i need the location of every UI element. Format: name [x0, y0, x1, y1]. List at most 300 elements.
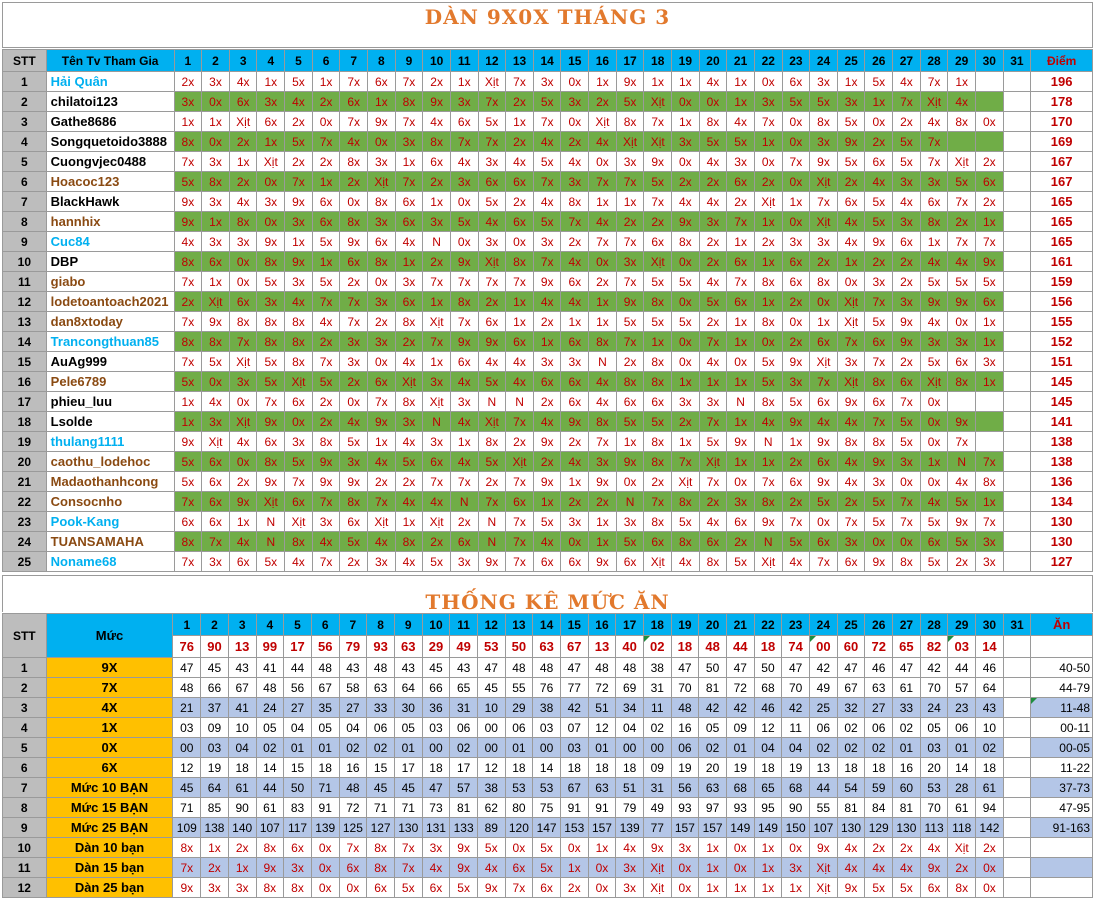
day-cell: 4x [837, 452, 865, 472]
day-cell: 4x [368, 452, 396, 472]
day-cell: 4x [948, 252, 976, 272]
level-cell: 61 [228, 778, 256, 798]
day-cell: 4x [285, 552, 313, 572]
day-cell: 2x [506, 192, 534, 212]
level-cell: 15 [367, 758, 395, 778]
level-cell [1003, 778, 1031, 798]
level-cell: 05 [394, 718, 422, 738]
day-cell [1003, 472, 1031, 492]
day-cell: 0x [340, 392, 368, 412]
level-cell: 43 [339, 658, 367, 678]
day-cell: 1x [948, 72, 976, 92]
day-cell [976, 92, 1004, 112]
member-score: 152 [1031, 332, 1093, 352]
day-cell: 8x [229, 312, 257, 332]
level-cell: 02 [699, 738, 727, 758]
day-cell: 5x [533, 92, 561, 112]
level-cell: 05 [311, 718, 339, 738]
level-cell: 65 [754, 778, 782, 798]
level-cell: 42 [699, 698, 727, 718]
day-cell: 5x [257, 372, 285, 392]
level-cell: 24 [256, 698, 284, 718]
day-cell: 1x [561, 312, 589, 332]
day-cell: Xịt [754, 552, 782, 572]
level-cell: 9x [477, 878, 505, 898]
member-score: 161 [1031, 252, 1093, 272]
header-day: 19 [671, 614, 699, 636]
day-cell: 4x [837, 412, 865, 432]
day-cell: 1x [395, 152, 423, 172]
day-cell: 0x [672, 252, 700, 272]
level-cell: 06 [505, 718, 533, 738]
day-cell: 7x [699, 412, 727, 432]
day-cell: 5x [340, 432, 368, 452]
daily-result: 76 [173, 636, 201, 658]
level-cell [1003, 718, 1031, 738]
level-cell: 91 [560, 798, 588, 818]
day-cell: 3x [202, 192, 230, 212]
day-cell: 7x [672, 452, 700, 472]
day-cell: 8x [644, 352, 672, 372]
level-cell: 48 [339, 778, 367, 798]
level-cell: 18 [228, 758, 256, 778]
member-score: 138 [1031, 432, 1093, 452]
level-cell: 47 [726, 658, 754, 678]
member-score: 170 [1031, 112, 1093, 132]
level-cell: 66 [422, 678, 450, 698]
day-cell: 6x [478, 172, 506, 192]
level-cell: 47 [560, 658, 588, 678]
member-row [3, 172, 1093, 192]
level-cell: 9x [450, 858, 478, 878]
day-cell: 2x [506, 432, 534, 452]
day-cell: 9x [533, 272, 561, 292]
day-cell: 4x [450, 152, 478, 172]
day-cell: 0x [202, 372, 230, 392]
day-cell: 8x [672, 532, 700, 552]
header-day: 6 [312, 50, 340, 72]
day-cell: 5x [174, 172, 202, 192]
day-cell: 7x [506, 412, 534, 432]
level-label: Mức 10 BẠN [46, 778, 173, 798]
daily-result: 18 [754, 636, 782, 658]
member-score: 169 [1031, 132, 1093, 152]
day-cell: 1x [312, 172, 340, 192]
level-cell: 81 [837, 798, 865, 818]
level-cell: 1x [699, 858, 727, 878]
day-cell: 1x [727, 232, 755, 252]
hit-range [1031, 858, 1093, 878]
level-cell: 02 [450, 738, 478, 758]
level-cell: 67 [311, 678, 339, 698]
day-cell: 3x [450, 92, 478, 112]
daily-result: 65 [893, 636, 921, 658]
day-cell: 0x [699, 92, 727, 112]
day-cell: 2x [423, 532, 451, 552]
header-day: 29 [948, 614, 976, 636]
level-cell: 62 [477, 798, 505, 818]
day-cell [1003, 292, 1031, 312]
day-cell: Xịt [423, 392, 451, 412]
day-cell: 4x [561, 452, 589, 472]
daily-result: 72 [865, 636, 893, 658]
level-cell: 45 [173, 778, 201, 798]
level-cell: 24 [920, 698, 948, 718]
day-cell: 2x [423, 172, 451, 192]
day-cell: 8x [423, 132, 451, 152]
day-cell: Xịt [229, 412, 257, 432]
day-cell: 8x [229, 212, 257, 232]
day-cell: 3x [893, 452, 921, 472]
level-cell: 9x [920, 858, 948, 878]
day-cell: 3x [976, 532, 1004, 552]
day-cell: 6x [533, 372, 561, 392]
level-cell: 0x [311, 838, 339, 858]
level-cell: 3x [228, 878, 256, 898]
day-cell: 0x [920, 472, 948, 492]
day-cell: 8x [340, 212, 368, 232]
level-cell: 00 [643, 738, 671, 758]
day-cell: 2x [837, 492, 865, 512]
level-cell: 70 [671, 678, 699, 698]
level-cell: 1x [782, 878, 810, 898]
member-row [3, 292, 1093, 312]
day-cell: 2x [699, 312, 727, 332]
header-day: 17 [616, 50, 644, 72]
day-cell: 8x [672, 492, 700, 512]
level-cell: 31 [643, 678, 671, 698]
level-cell: 8x [367, 858, 395, 878]
level-cell: 36 [422, 698, 450, 718]
level-cell: 31 [450, 698, 478, 718]
level-cell: 7x [505, 878, 533, 898]
day-cell: 6x [506, 172, 534, 192]
level-cell: 9x [173, 878, 201, 898]
day-cell: 6x [976, 292, 1004, 312]
day-cell: 8x [174, 532, 202, 552]
day-cell: Xịt [257, 152, 285, 172]
day-cell: 7x [865, 352, 893, 372]
header-day: 23 [782, 614, 810, 636]
day-cell: 7x [644, 492, 672, 512]
day-cell: 2x [893, 272, 921, 292]
day-cell: 9x [782, 412, 810, 432]
level-cell: 9x [809, 838, 837, 858]
day-cell: 2x [865, 252, 893, 272]
level-cell: 05 [256, 718, 284, 738]
day-cell: 4x [478, 352, 506, 372]
day-cell: 3x [340, 352, 368, 372]
level-cell: 13 [809, 758, 837, 778]
day-cell: 7x [423, 272, 451, 292]
day-cell: 6x [948, 352, 976, 372]
day-cell: 3x [395, 272, 423, 292]
header-day: 31 [1003, 50, 1031, 72]
level-cell: 1x [754, 878, 782, 898]
day-cell: Xịt [285, 372, 313, 392]
hit-range: 91-163 [1031, 818, 1093, 838]
day-cell: 1x [285, 232, 313, 252]
level-cell: 06 [367, 718, 395, 738]
day-cell: 5x [616, 312, 644, 332]
level-cell: 20 [699, 758, 727, 778]
day-cell [1003, 532, 1031, 552]
day-cell: 3x [533, 232, 561, 252]
member-score: 167 [1031, 152, 1093, 172]
day-cell: 3x [423, 372, 451, 392]
day-cell [1003, 152, 1031, 172]
day-cell: 6x [837, 192, 865, 212]
level-cell: 80 [505, 798, 533, 818]
level-cell: 02 [837, 718, 865, 738]
level-cell: 29 [505, 698, 533, 718]
level-cell: 130 [893, 818, 921, 838]
day-cell: 1x [506, 312, 534, 332]
level-cell: 63 [367, 678, 395, 698]
row-stt: 7 [3, 778, 47, 798]
day-cell: 1x [699, 372, 727, 392]
level-cell: 41 [228, 698, 256, 718]
daily-result: 02 [643, 636, 671, 658]
day-cell: N [478, 532, 506, 552]
day-cell: 3x [202, 152, 230, 172]
hit-range [1031, 838, 1093, 858]
day-cell [976, 132, 1004, 152]
row-stt: 10 [3, 252, 47, 272]
level-cell: 48 [173, 678, 201, 698]
day-cell: 0x [782, 212, 810, 232]
level-cell: Xịt [809, 878, 837, 898]
header-day: 9 [394, 614, 422, 636]
day-cell: 0x [368, 272, 396, 292]
day-cell: 1x [506, 112, 534, 132]
daily-result: 44 [726, 636, 754, 658]
day-cell: 9x [533, 432, 561, 452]
day-cell: 3x [368, 332, 396, 352]
level-cell: 4x [865, 858, 893, 878]
day-cell: 7x [506, 272, 534, 292]
day-cell: 0x [920, 432, 948, 452]
day-cell: 2x [589, 92, 617, 112]
level-cell: 75 [533, 798, 561, 818]
day-cell: 1x [672, 432, 700, 452]
day-cell: 7x [754, 472, 782, 492]
day-cell: 6x [976, 172, 1004, 192]
day-cell: 9x [450, 332, 478, 352]
level-row [3, 718, 1093, 738]
row-stt: 6 [3, 172, 47, 192]
day-cell: 1x [423, 352, 451, 372]
day-cell: 5x [672, 312, 700, 332]
day-cell: 1x [395, 512, 423, 532]
day-cell: 8x [948, 112, 976, 132]
daily-result: 53 [477, 636, 505, 658]
day-cell: 5x [340, 532, 368, 552]
day-cell: 6x [340, 252, 368, 272]
day-cell: 8x [257, 312, 285, 332]
day-cell: 2x [699, 492, 727, 512]
day-cell: 4x [340, 412, 368, 432]
day-cell: 1x [754, 452, 782, 472]
day-cell: 5x [865, 492, 893, 512]
day-cell: 9x [202, 312, 230, 332]
day-cell: 2x [561, 432, 589, 452]
day-cell [1003, 172, 1031, 192]
level-cell: 90 [228, 798, 256, 818]
day-cell: Xịt [644, 132, 672, 152]
day-cell: 8x [754, 272, 782, 292]
day-cell: N [423, 412, 451, 432]
level-cell: 53 [505, 778, 533, 798]
level-cell: 14 [256, 758, 284, 778]
day-cell: 5x [533, 512, 561, 532]
level-cell: 15 [284, 758, 312, 778]
level-cell: 47 [837, 658, 865, 678]
level-cell: 55 [809, 798, 837, 818]
level-cell [1003, 758, 1031, 778]
level-cell: 9x [837, 878, 865, 898]
row-stt: 1 [3, 658, 47, 678]
daily-result: 63 [533, 636, 561, 658]
hit-range: 00-05 [1031, 738, 1093, 758]
day-cell: 6x [727, 292, 755, 312]
day-cell: 2x [229, 172, 257, 192]
day-cell: 4x [920, 252, 948, 272]
day-cell: 8x [810, 272, 838, 292]
level-cell: 00 [422, 738, 450, 758]
day-cell: 8x [174, 332, 202, 352]
day-cell: 4x [174, 232, 202, 252]
day-cell: 2x [312, 392, 340, 412]
day-cell: 7x [506, 512, 534, 532]
day-cell: 4x [423, 112, 451, 132]
level-cell: 02 [893, 718, 921, 738]
level-cell [1003, 698, 1031, 718]
level-cell: 120 [505, 818, 533, 838]
level-cell: 4x [422, 858, 450, 878]
row-stt: 9 [3, 232, 47, 252]
level-cell: 4x [477, 858, 505, 878]
level-cell: 01 [505, 738, 533, 758]
day-cell: 1x [533, 332, 561, 352]
day-cell: 0x [893, 472, 921, 492]
day-cell: 0x [202, 132, 230, 152]
day-cell: 2x [533, 392, 561, 412]
day-cell: 0x [257, 172, 285, 192]
level-cell: 48 [311, 658, 339, 678]
day-cell: 5x [478, 452, 506, 472]
header-day: 17 [616, 614, 644, 636]
day-cell: 2x [976, 192, 1004, 212]
level-cell: 10 [477, 698, 505, 718]
level-cell: 38 [643, 658, 671, 678]
day-cell: 3x [533, 352, 561, 372]
day-cell: Xịt [672, 472, 700, 492]
level-cell: 91 [311, 798, 339, 818]
day-cell: 0x [672, 292, 700, 312]
day-cell: 3x [478, 232, 506, 252]
level-label: Mức 15 BẠN [46, 798, 173, 818]
level-cell: 06 [948, 718, 976, 738]
day-cell: 5x [782, 532, 810, 552]
level-cell: 70 [782, 678, 810, 698]
day-cell: 4x [589, 392, 617, 412]
day-cell: 3x [893, 292, 921, 312]
daily-result: 90 [201, 636, 229, 658]
header-day: 12 [478, 50, 506, 72]
level-cell: 06 [865, 718, 893, 738]
header-day: 28 [920, 50, 948, 72]
level-cell: 43 [394, 658, 422, 678]
day-cell: 3x [229, 372, 257, 392]
day-cell: 9x [893, 312, 921, 332]
day-cell: 0x [589, 152, 617, 172]
day-cell: 3x [976, 552, 1004, 572]
day-cell: 9x [948, 412, 976, 432]
day-cell: 2x [782, 332, 810, 352]
level-cell: 76 [533, 678, 561, 698]
day-cell: 0x [450, 232, 478, 252]
level-cell: 3x [422, 838, 450, 858]
day-cell: 7x [920, 132, 948, 152]
day-cell: 9x [340, 232, 368, 252]
day-cell: 2x [893, 112, 921, 132]
day-cell: 5x [312, 272, 340, 292]
day-cell [976, 392, 1004, 412]
level-cell: 139 [311, 818, 339, 838]
day-cell: 0x [229, 272, 257, 292]
day-cell: 1x [312, 72, 340, 92]
day-cell: 4x [229, 532, 257, 552]
level-cell: 71 [394, 798, 422, 818]
day-cell: 3x [423, 432, 451, 452]
row-stt: 5 [3, 738, 47, 758]
day-cell: 2x [893, 252, 921, 272]
level-row [3, 798, 1093, 818]
row-stt: 11 [3, 272, 47, 292]
day-cell: 9x [450, 252, 478, 272]
day-cell: 8x [395, 532, 423, 552]
day-cell: 9x [976, 252, 1004, 272]
day-cell: 5x [948, 532, 976, 552]
day-cell [976, 412, 1004, 432]
day-cell: 5x [893, 432, 921, 452]
day-cell: 7x [368, 392, 396, 412]
level-cell: 45 [367, 778, 395, 798]
day-cell: 6x [312, 212, 340, 232]
header-day: 14 [533, 614, 561, 636]
day-cell: 5x [672, 512, 700, 532]
day-cell: 8x [202, 172, 230, 192]
day-cell: 4x [229, 432, 257, 452]
day-cell: 9x [644, 152, 672, 172]
day-cell: 2x [340, 372, 368, 392]
day-cell [1003, 132, 1031, 152]
day-cell: 9x [672, 212, 700, 232]
member-row [3, 432, 1093, 452]
level-cell: 5x [893, 878, 921, 898]
day-cell [1003, 212, 1031, 232]
level-cell: 49 [643, 798, 671, 818]
day-cell: 2x [312, 412, 340, 432]
day-cell: 0x [782, 132, 810, 152]
level-cell: 7x [339, 838, 367, 858]
day-cell: 7x [174, 552, 202, 572]
day-cell: 0x [229, 452, 257, 472]
day-cell: 3x [561, 172, 589, 192]
day-cell: 6x [782, 272, 810, 292]
day-cell: 2x [837, 172, 865, 192]
